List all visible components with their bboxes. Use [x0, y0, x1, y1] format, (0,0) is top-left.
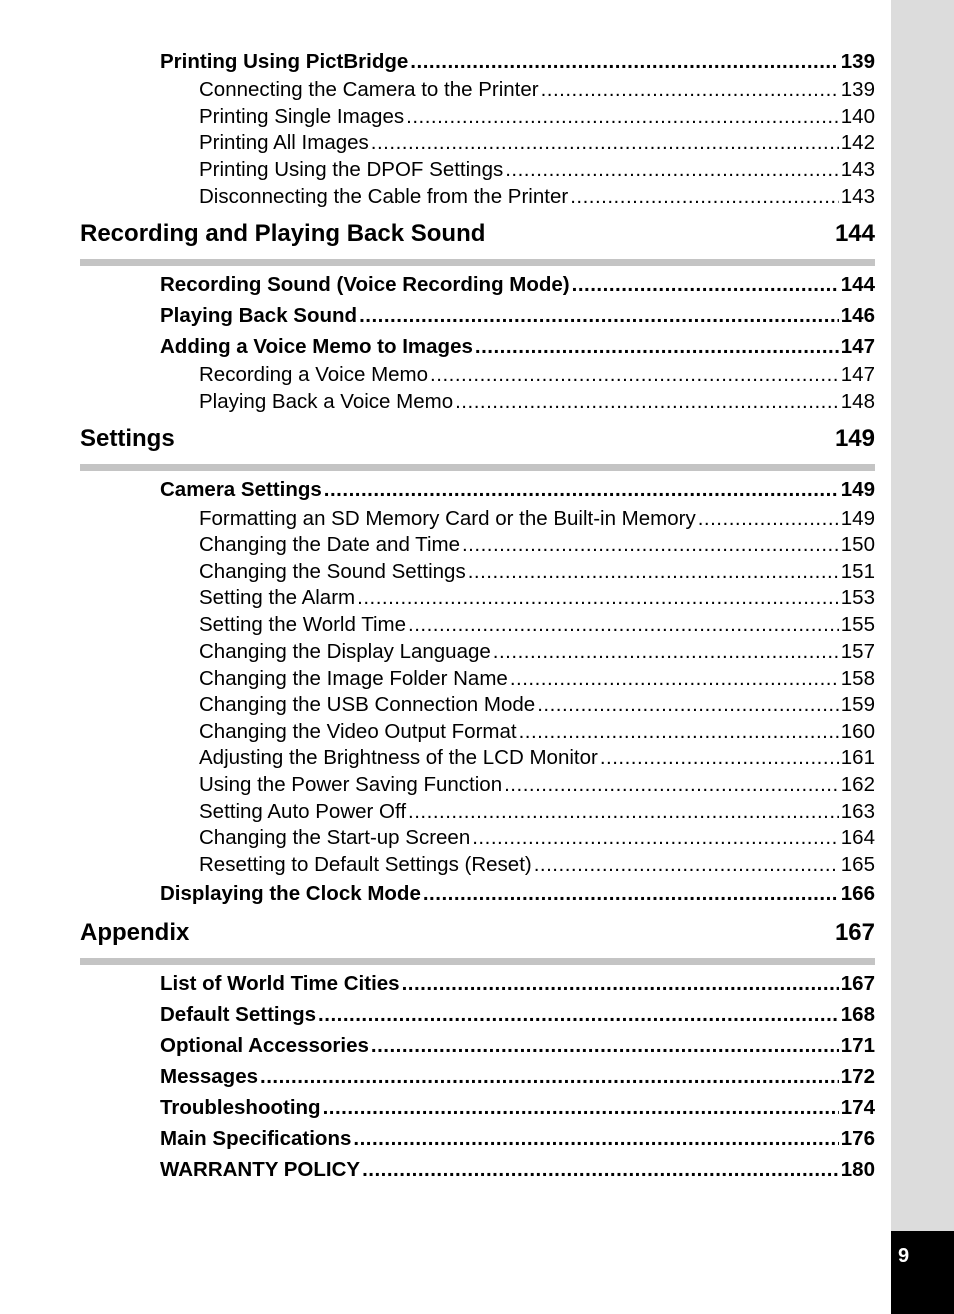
toc-entry[interactable]: [160, 972, 875, 998]
toc-leader-dots: [430, 363, 839, 387]
toc-page-number: 172: [840, 1065, 875, 1088]
toc-entry-title: Playing Back Sound: [160, 304, 358, 327]
toc-page-number: 171: [840, 1034, 875, 1057]
toc-subentry[interactable]: [199, 131, 875, 157]
toc-subentry[interactable]: [199, 586, 875, 612]
toc-page-number: 150: [840, 533, 875, 556]
toc-leader-dots: [318, 1003, 839, 1027]
toc-subentry[interactable]: [199, 640, 875, 666]
toc-subentry[interactable]: [199, 105, 875, 131]
toc-page-number: 164: [840, 826, 875, 849]
toc-entry-title: Printing Single Images: [199, 105, 405, 128]
toc-page-number: 155: [840, 613, 875, 636]
toc-entry-title: Setting the World Time: [199, 613, 406, 636]
toc-subentry[interactable]: [199, 826, 875, 852]
toc-entry-title: Recording Sound (Voice Recording Mode): [160, 273, 570, 296]
toc-entry-title: Changing the USB Connection Mode: [199, 693, 536, 716]
toc-entry[interactable]: [160, 335, 875, 361]
toc-leader-dots: [371, 1034, 839, 1058]
toc-subentry[interactable]: [199, 667, 875, 693]
toc-leader-dots: [324, 478, 839, 502]
toc-page-number: 144: [840, 273, 875, 296]
toc-subentry[interactable]: [199, 78, 875, 104]
toc-page-number: 160: [840, 720, 875, 743]
toc-entry-title: Adding a Voice Memo to Images: [160, 335, 473, 358]
toc-subentry[interactable]: [199, 773, 875, 799]
toc-page-number: 168: [840, 1003, 875, 1026]
toc-page-number: 142: [840, 131, 875, 154]
toc-page-number: 157: [840, 640, 875, 663]
toc-section-heading[interactable]: [80, 425, 875, 455]
toc-entry-title: Default Settings: [160, 1003, 317, 1026]
toc-page-number: 143: [840, 158, 875, 181]
toc-leader-dots: [510, 667, 839, 691]
toc-entry-title: Changing the Start-up Screen: [199, 826, 471, 849]
toc-page-number: 151: [840, 560, 875, 583]
toc-leader-dots: [357, 586, 839, 610]
toc-entry[interactable]: [160, 882, 875, 908]
toc-entry[interactable]: [160, 478, 875, 504]
toc-entry-title: Resetting to Default Settings (Reset): [199, 853, 532, 876]
toc-section-heading[interactable]: [80, 919, 875, 949]
toc-entry-title: Main Specifications: [160, 1127, 352, 1150]
toc-page-number: 143: [840, 185, 875, 208]
toc-page-number: 165: [840, 853, 875, 876]
toc-leader-dots: [505, 158, 839, 182]
toc-entry-title: Messages: [160, 1065, 259, 1088]
toc-entry[interactable]: [160, 304, 875, 330]
toc-page-number: 139: [840, 78, 875, 101]
toc-subentry[interactable]: [199, 158, 875, 184]
toc-entry-title: Changing the Image Folder Name: [199, 667, 508, 690]
toc-entry-title: Setting Auto Power Off: [199, 800, 407, 823]
toc-entry[interactable]: [160, 1034, 875, 1060]
toc-entry-title: Recording a Voice Memo: [199, 363, 429, 386]
toc-page-number: 149: [834, 425, 875, 452]
toc-entry-title: Adjusting the Brightness of the LCD Monitor: [199, 746, 598, 769]
toc-page-number: 149: [840, 478, 875, 501]
toc-page-number: 153: [840, 586, 875, 609]
toc-subentry[interactable]: [199, 390, 875, 416]
toc-page-number: 158: [840, 667, 875, 690]
toc-leader-dots: [410, 50, 838, 74]
toc-leader-dots: [455, 390, 839, 414]
toc-entry-title: Camera Settings: [160, 478, 322, 501]
toc-leader-dots: [475, 335, 839, 359]
section-divider: [80, 464, 875, 471]
toc-leader-dots: [408, 613, 839, 637]
toc-subentry[interactable]: [199, 185, 875, 211]
toc-entry-title: Optional Accessories: [160, 1034, 369, 1057]
toc-leader-dots: [572, 273, 839, 297]
toc-entry-title: Using the Power Saving Function: [199, 773, 503, 796]
toc-leader-dots: [519, 720, 839, 744]
toc-leader-dots: [423, 882, 839, 906]
toc-page-number: 167: [840, 972, 875, 995]
toc-subentry[interactable]: [199, 560, 875, 586]
toc-page-number: 147: [840, 335, 875, 358]
toc-entry-title: WARRANTY POLICY: [160, 1158, 361, 1181]
toc-entry-title: Connecting the Camera to the Printer: [199, 78, 539, 101]
toc-entry-title: Recording and Playing Back Sound: [80, 220, 486, 247]
toc-entry[interactable]: [160, 1158, 875, 1184]
toc-subentry[interactable]: [199, 800, 875, 826]
toc-page-number: 161: [840, 746, 875, 769]
toc-leader-dots: [570, 185, 839, 209]
toc-page-number: 149: [840, 507, 875, 530]
toc-entry-title: Troubleshooting: [160, 1096, 321, 1119]
toc-leader-dots: [472, 826, 839, 850]
toc-entry[interactable]: [160, 1065, 875, 1091]
toc-page-number: 147: [840, 363, 875, 386]
toc-subentry[interactable]: [199, 746, 875, 772]
toc-leader-dots: [537, 693, 839, 717]
toc-entry-title: Changing the Display Language: [199, 640, 491, 663]
toc-entry-title: Printing Using PictBridge: [160, 50, 409, 73]
toc-entry-title: Changing the Video Output Format: [199, 720, 517, 743]
toc-entry[interactable]: [160, 1127, 875, 1153]
toc-page-number: 180: [840, 1158, 875, 1181]
toc-entry-title: Formatting an SD Memory Card or the Built-in Memory: [199, 507, 696, 530]
toc-entry-title: Settings: [80, 425, 175, 452]
toc-leader-dots: [462, 533, 839, 557]
toc-subentry[interactable]: [199, 720, 875, 746]
toc-leader-dots: [402, 972, 839, 996]
toc-page-number: 163: [840, 800, 875, 823]
toc-subentry[interactable]: [199, 533, 875, 559]
toc-section-heading[interactable]: [80, 220, 875, 250]
toc-page-number: 146: [840, 304, 875, 327]
toc-leader-dots: [541, 78, 839, 102]
toc-entry-title: Setting the Alarm: [199, 586, 356, 609]
toc-leader-dots: [698, 507, 839, 531]
toc-page-number: 140: [840, 105, 875, 128]
toc-leader-dots: [323, 1096, 839, 1120]
toc-subentry[interactable]: [199, 693, 875, 719]
toc-page-number: 159: [840, 693, 875, 716]
toc-entry-title: Appendix: [80, 919, 190, 946]
toc-leader-dots: [353, 1127, 838, 1151]
toc-page-number: 144: [834, 220, 875, 247]
toc-entry[interactable]: [160, 1003, 875, 1029]
toc-subentry[interactable]: [199, 363, 875, 389]
toc-subentry[interactable]: [199, 613, 875, 639]
toc-entry[interactable]: [160, 50, 875, 76]
toc-page-number: 166: [840, 882, 875, 905]
toc-page-number: 148: [840, 390, 875, 413]
toc-leader-dots: [406, 105, 839, 129]
toc-leader-dots: [362, 1158, 839, 1182]
toc-leader-dots: [359, 304, 839, 328]
toc-entry-title: List of World Time Cities: [160, 972, 400, 995]
toc-page-number: 174: [840, 1096, 875, 1119]
toc-leader-dots: [534, 853, 839, 877]
toc-entry-title: Playing Back a Voice Memo: [199, 390, 454, 413]
toc-entry-title: Changing the Date and Time: [199, 533, 460, 556]
toc-entry-title: Disconnecting the Cable from the Printer: [199, 185, 569, 208]
toc-leader-dots: [408, 800, 839, 824]
section-divider: [80, 958, 875, 965]
toc-leader-dots: [493, 640, 839, 664]
toc-subentry[interactable]: [199, 507, 875, 533]
toc-entry[interactable]: [160, 273, 875, 299]
toc-page-number: 139: [840, 50, 875, 73]
toc-leader-dots: [371, 131, 839, 155]
toc-leader-dots: [600, 746, 839, 770]
toc-page-number: 162: [840, 773, 875, 796]
toc-entry-title: Changing the Sound Settings: [199, 560, 466, 583]
page-number: 9: [898, 1245, 910, 1267]
toc-entry-title: Printing Using the DPOF Settings: [199, 158, 504, 181]
toc-entry-title: Printing All Images: [199, 131, 369, 154]
toc-entry-title: Displaying the Clock Mode: [160, 882, 421, 905]
toc-leader-dots: [260, 1065, 839, 1089]
section-divider: [80, 259, 875, 266]
toc-page-number: 176: [840, 1127, 875, 1150]
toc-leader-dots: [468, 560, 839, 584]
toc-page-number: 167: [834, 919, 875, 946]
toc-leader-dots: [504, 773, 839, 797]
toc-subentry[interactable]: [199, 853, 875, 879]
toc-entry[interactable]: [160, 1096, 875, 1122]
